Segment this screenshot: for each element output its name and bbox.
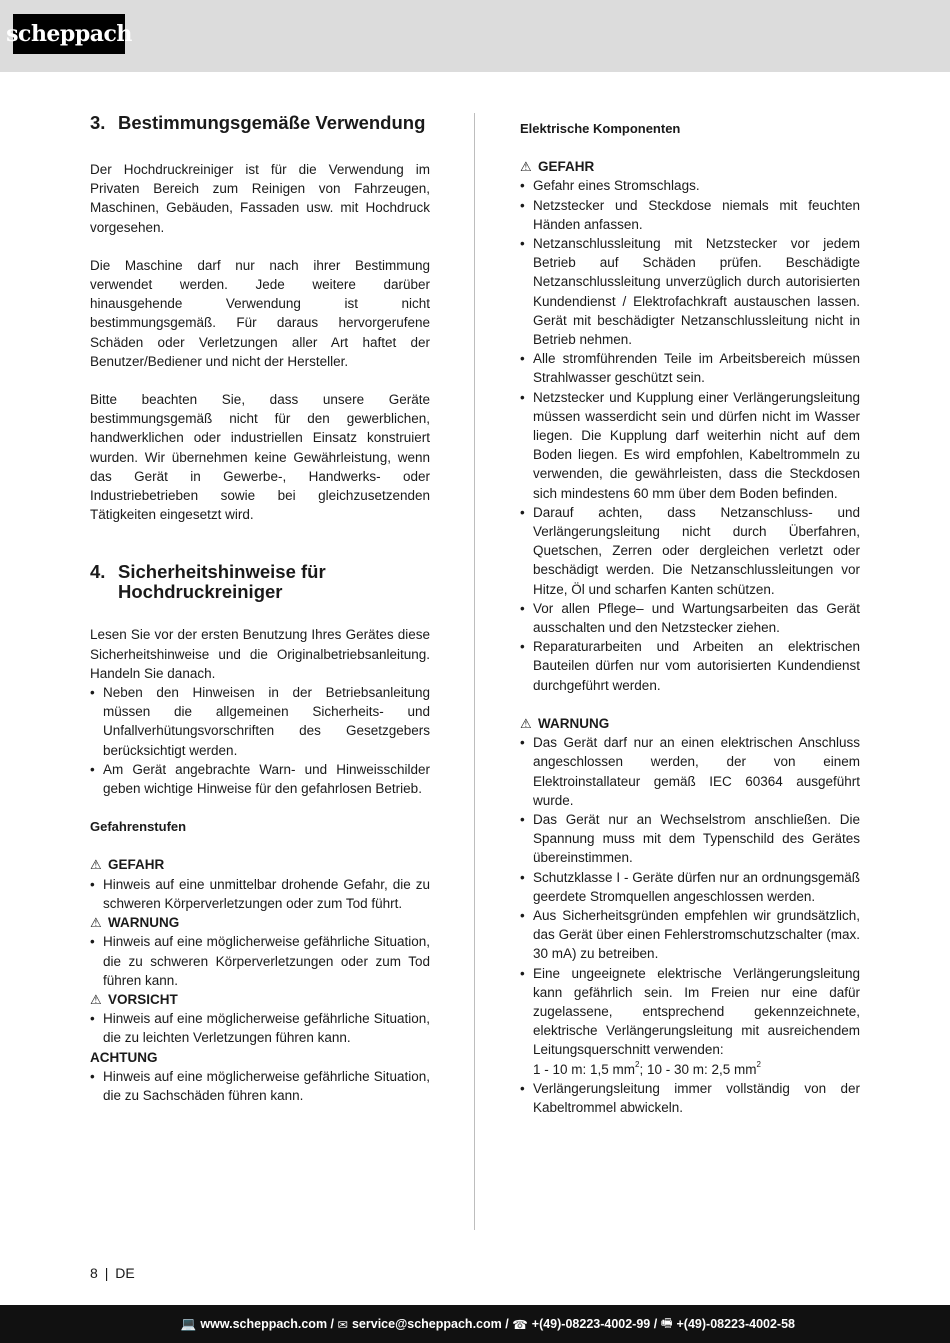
list-item: • Schutzklasse I - Geräte dürfen nur an ordnungsgemäß geerdete Stromquellen angeschlossen werden. xyxy=(520,868,860,906)
list-item: • Netzstecker und Kupplung einer Verlängerungsleitung müssen wasserdicht sein und dürfen nicht im Wasser liegen. Die Kupplung darf weiterhin nicht auf dem Boden liegen. Es wird empfohlen, Kabeltrommeln zu verwenden, die gewährleisten, dass die Steckdosen sich mindestens 60 mm über dem Boden befinden. xyxy=(520,388,860,503)
warning-triangle-icon: ⚠ xyxy=(90,857,102,873)
section-4-title: Sicherheitshinweise für Hochdruckreiniger xyxy=(118,561,326,603)
warranty-paragraph: Bitte beachten Sie, dass unsere Geräte bestimmungsgemäß nicht für den gewerblichen, handwerklichen oder industriellen Einsatz konstruiert wurden. Wir übernehmen keine Gewährleistung, wenn das Gerät in Gewerbe-, Handwerks- oder Industriebetrieben sowie bei gleichzusetzenden Tätigkeiten eingesetzt wird. xyxy=(90,392,430,523)
left-column xyxy=(90,113,430,1105)
list-item: • Eine ungeeignete elektrische Verlängerungsleitung kann gefährlich sein. Im Freien nur eine dafür zugelassene, entsprechend gekennzeichnete, elektrische Verlängerungsleitung mit ausreichendem Leitungsquerschnitt verwenden: 1 - 10 m: 1,5 $mm^2$; 10 - 30 m: 2,5 $mm^2$ xyxy=(520,964,860,1079)
page-footer xyxy=(0,1305,950,1343)
page-number: 8 | DE xyxy=(90,1265,135,1281)
list-item: • Aus Sicherheitsgründen empfehlen wir grundsätzlich, das Gerät über einen Fehlerstromschutzschalter (max. 30 mA) zu betreiben. xyxy=(520,906,860,964)
hazard-levels-heading: Gefahrenstufen xyxy=(90,819,187,835)
list-item: • Hinweis auf eine möglicherweise gefährliche Situation, die zu Sachschäden führen kann. xyxy=(90,1067,430,1105)
list-item: • Am Gerät angebrachte Warn- und Hinweisschilder geben wichtige Hinweise für den gefahrlosen Betrieb. xyxy=(90,760,430,798)
page-header xyxy=(0,0,950,72)
list-item: • Netzstecker und Steckdose niemals mit feuchten Händen anfassen. xyxy=(520,196,860,234)
intended-use-paragraph: Der Hochdruckreiniger ist für die Verwendung im Privaten Bereich zum Reinigen von Fahrzeugen, Maschinen, Gebäuden, Fassaden usw. mit Hochdruck vorgesehen. xyxy=(90,162,430,235)
fax-icon: 🖷 xyxy=(660,1315,673,1330)
list-item: • Hinweis auf eine möglicherweise gefährliche Situation, die zu schweren Körperverletzungen oder zum Tod führen kann. xyxy=(90,932,430,990)
website-link[interactable]: www.scheppach.com / xyxy=(200,1317,335,1331)
warning-triangle-icon: ⚠ xyxy=(520,159,532,175)
list-item: • Neben den Hinweisen in der Betriebsanleitung müssen die allgemeinen Sicherheits- und Unfallverhütungsvorschriften des Gesetzgebers berücksichtigt werden. xyxy=(90,683,430,760)
warning-label: ⚠ WARNUNG xyxy=(90,913,430,932)
warning-label: ⚠ WARNUNG xyxy=(520,714,860,733)
list-item: • Das Gerät darf nur an einen elektrischen Anschluss angeschlossen werden, der von einem Elektroinstallateur gemäß IEC 60364 ausgeführt wurde. xyxy=(520,733,860,810)
list-item: • Reparaturarbeiten und Arbeiten an elektrischen Bauteilen dürfen nur vom autorisierten Kundendienst durchgeführt werden. xyxy=(520,637,860,695)
warning-triangle-icon: ⚠ xyxy=(520,715,532,731)
danger-label: ⚠ GEFAHR xyxy=(90,855,430,874)
list-item: • Hinweis auf eine unmittelbar drohende Gefahr, die zu schweren Körperverletzungen oder zum Tod führt. xyxy=(90,875,430,913)
list-item: • Gefahr eines Stromschlags. xyxy=(520,176,860,195)
general-safety-list xyxy=(90,683,430,798)
computer-icon: 💻 xyxy=(180,1316,197,1331)
list-item: • Netzanschlussleitung mit Netzstecker vor jedem Betrieb auf Schäden prüfen. Beschädigte Netzanschlussleitung unverzüglich durch autorisierten Kundendienst / Elektrofachkraft austauschen lassen. Gerät mit beschädigter Netzanschlussleitung nicht in Betrieb nehmen. xyxy=(520,234,860,349)
scheppach-logo: scheppach xyxy=(13,14,125,54)
list-item: • Darauf achten, dass Netzanschluss- und Verlängerungsleitung nicht durch Überfahren, Quetschen, Zerren oder dergleichen verletzt oder beschädigt werden. Die Netzanschlussleitungen vor Hitze, Öl und scharfen Kanten schützen. xyxy=(520,503,860,599)
list-item: • Vor allen Pflege– und Wartungsarbeiten das Gerät ausschalten und den Netzstecker ziehen. xyxy=(520,599,860,637)
usage-paragraph: Die Maschine darf nur nach ihrer Bestimmung verwendet werden. Jede weitere darüber hinausgehende Verwendung ist nicht bestimmungsgemäß. Für daraus hervorgerufene Schäden oder Verletzungen aller Art haftet der Benutzer/Bediener und nicht der Hersteller. xyxy=(90,257,430,369)
warning-triangle-icon: ⚠ xyxy=(90,991,102,1007)
email-link[interactable]: service@scheppach.com / xyxy=(351,1317,509,1331)
list-item: • Hinweis auf eine möglicherweise gefährliche Situation, die zu leichten Verletzungen führen kann. xyxy=(90,1009,430,1047)
list-item: • Das Gerät nur an Wechselstrom anschließen. Die Spannung muss mit dem Typenschild des Gerätes übereinstimmen. xyxy=(520,810,860,868)
danger-label: ⚠ GEFAHR xyxy=(520,157,860,176)
section-3-heading: 3. Bestimmungsgemäße Verwendung xyxy=(90,112,426,133)
section-4-heading: 4. Sicherheitshinweise für Hochdruckreiniger xyxy=(90,561,326,603)
list-item: • Verlängerungsleitung immer vollständig von der Kabeltrommel abwickeln. xyxy=(520,1079,860,1117)
list-item: • Alle stromführenden Teile im Arbeitsbereich müssen Strahlwasser geschützt sein. xyxy=(520,349,860,387)
column-divider xyxy=(474,113,475,1230)
mail-icon: ✉ xyxy=(337,1317,348,1332)
phone-number: +(49)-08223-4002-99 / xyxy=(531,1317,658,1331)
cable-spec: 1 - 10 m: 1,5 $mm^2$; 10 - 30 m: 2,5 $mm^2$ xyxy=(533,1059,761,1077)
electrical-danger-list xyxy=(520,176,860,694)
section-3-title: Bestimmungsgemäße Verwendung xyxy=(118,112,426,133)
right-column xyxy=(520,113,860,1117)
warning-triangle-icon: ⚠ xyxy=(90,915,102,931)
notice-label: ACHTUNG xyxy=(90,1049,158,1065)
electrical-components-heading: Elektrische Komponenten xyxy=(520,121,681,136)
phone-icon: ☎ xyxy=(512,1317,528,1332)
fax-number: +(49)-08223-4002-58 xyxy=(676,1317,795,1331)
caution-label: ⚠ VORSICHT xyxy=(90,990,430,1009)
read-instructions-paragraph: Lesen Sie vor der ersten Benutzung Ihres Gerätes diese Sicherheitshinweise und die Originalbetriebsanleitung. Handeln Sie danach. xyxy=(90,627,430,681)
electrical-warning-list xyxy=(520,733,860,1117)
